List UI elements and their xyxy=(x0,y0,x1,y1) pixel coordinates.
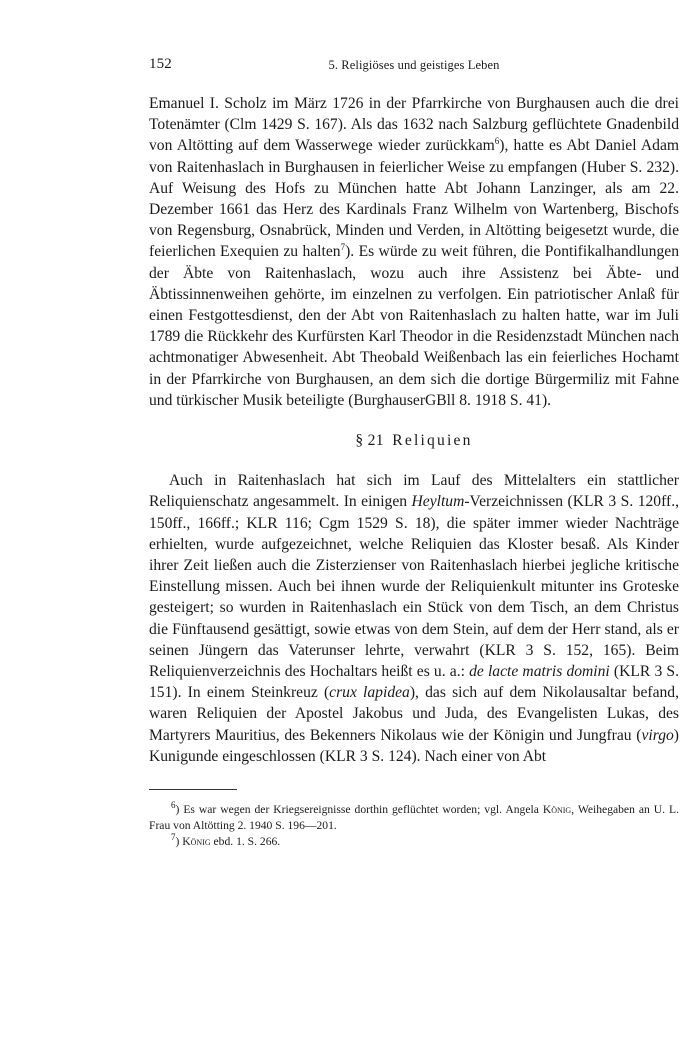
italic-term: virgo xyxy=(641,726,674,744)
footnote-marker: 7 xyxy=(171,832,176,843)
footnote-text: ) xyxy=(175,835,183,849)
author-name: König xyxy=(182,835,211,849)
italic-term: Heyltum xyxy=(411,493,465,511)
section-number: § 21 xyxy=(355,432,384,450)
text-run: -Verzeichnissen (KLR 3 S. 120ff., 150ff., 166ff.; KLR 116; Cgm 1529 S. 18), die später immer wieder Nachträge erhielten, wurde aufgezeichnet, welche Reliquien das Kloster besaß. Als Kinder ihrer Zeit ließen auch die Zisterzienser von Raitenhaslach hierbei jegliche kritische Einstellung missen. Auch bei ihnen wurde der Reliquienkult mitunter ins Groteske gesteigert; so wurden in Raitenhaslach ein Stück von dem Tisch, an dem Christus die Fünftausend gesättigt, sowie etwas von dem Stein, auf dem der Herr stand, als er seinen Jüngern das Vaterunser lehrte, verwahrt (KLR 3 S. 152, 165). Beim Reliquienverzeichnis des Hochaltars heißt es u. a.: xyxy=(149,493,679,681)
author-name: König xyxy=(542,803,572,817)
footnote-text: , Weihegaben an U. L. Frau von Altötting 2. 1940 S. 196—201. xyxy=(149,803,680,833)
section-heading xyxy=(149,430,679,451)
text-run: Emanuel I. Scholz im März 1726 in der Pfarrkirche von Burghausen auch die drei Totenämter (Clm 1429 S. 167). Als das 1632 nach Salzburg geflüchtete Gnadenbild von Altötting auf dem Wasserwege wieder zurückkam xyxy=(149,95,679,155)
section-title: Reliquien xyxy=(392,432,473,450)
book-page xyxy=(149,48,679,850)
page-number: 152 xyxy=(149,56,172,72)
footnote-6 xyxy=(149,802,679,834)
text-run: ). Es würde zu weit führen, die Pontifikalhandlungen der Äbte von Raitenhaslach, wozu auch ihre Assistenz bei Äbte- und Äbtissinnenweihen gehörte, im einzelnen zu verfolgen. Ein patriotischer Anlaß für einen Festgottesdienst, den der Abt von Raitenhaslach zu halten hatte, war im Juli 1789 die Rückkehr des Kurfürsten Karl Theodor in die Residenzstadt München nach achtmonatiger Abwesenheit. Abt Theobald Weißenbach las ein feierliches Hochamt in der Pfarrkirche von Burghausen, an dem sich die dortige Bürgermiliz mit Fahne und türkischer Musik beteiligte (BurghauserGBll 8. 1918 S. 41). xyxy=(149,243,679,409)
footnote-text: ebd. 1. S. 266. xyxy=(210,835,281,849)
paragraph-continuation xyxy=(149,93,679,411)
footnote-marker: 6 xyxy=(171,800,176,811)
text-run: ), hatte es Abt Daniel Adam von Raitenhaslach in Burghausen in feierlicher Weise zu empfangen (Huber S. 232). Auf Weisung des Hofs zu München hatte Abt Johann Lanzinger, als am 22. Dezember 1661 das Herz des Kardinals Franz Wilhelm von Wartenberg, Bischofs von Regensburg, Osnabrück, Minden und Verden, in Altötting beigesetzt wurde, die feierlichen Exequien zu halten xyxy=(149,137,679,261)
footnote-7 xyxy=(149,834,679,850)
running-section-title: 5. Religiöses und geistiges Leben xyxy=(328,58,500,72)
text-run: (KLR 3 S. 151). In einem Steinkreuz ( xyxy=(149,663,679,702)
paragraph-reliquien xyxy=(149,470,679,767)
footnote-ref-7[interactable]: 7 xyxy=(340,242,346,253)
footnote-divider xyxy=(149,789,237,790)
footnote-ref-6[interactable]: 6 xyxy=(494,136,500,147)
footnotes xyxy=(149,802,679,850)
italic-term: crux lapidea xyxy=(329,684,410,702)
footnote-text: ) Es war wegen der Kriegsereignisse dorthin geflüchtet worden; vgl. Angela xyxy=(175,803,543,817)
italic-term: de lacte matris domini xyxy=(469,663,610,681)
text-run: Auch in Raitenhaslach hat sich im Lauf des Mittelalters ein stattlicher Reliquienschatz angesammelt. In einigen xyxy=(149,472,679,511)
text-run: ) Kunigunde eingeschlossen (KLR 3 S. 124). Nach einer von Abt xyxy=(149,726,679,765)
running-header xyxy=(149,48,679,72)
body-text xyxy=(149,93,679,767)
text-run: ), das sich auf dem Nikolausaltar befand, waren Reliquien der Apostel Jakobus und Juda, des Evangelisten Lukas, des Martyrers Mauritius, des Bekenners Nikolaus wie der Königin und Jungfrau ( xyxy=(149,684,679,744)
